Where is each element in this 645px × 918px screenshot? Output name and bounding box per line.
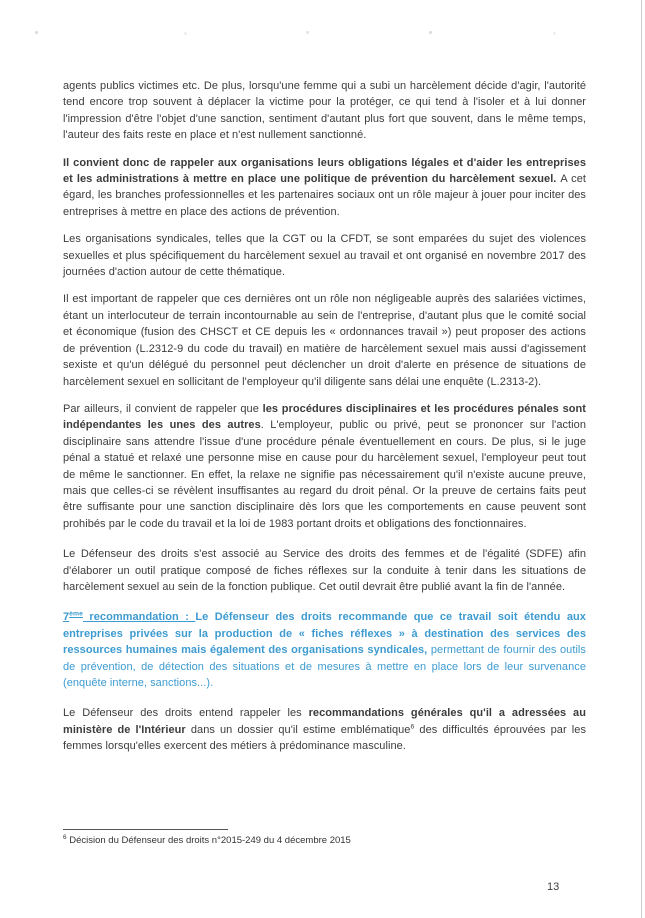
footnote-divider [63, 829, 228, 830]
text-segment: Il est important de rappeler que ces dernières ont un rôle non négligeable auprès des salariées victimes, étant un interlocuteur de terrain incontournable au sein de l'entreprise, d'autant plus que le comité social et économique (fusion des CHSCT et CE depuis les « ordonnances travail ») peut proposer des actions de prévention (L.2312-9 du code du travail) en matière de harcèlement sexuel mais aussi d'agissement sexiste et qu'un délégué du personnel peut déclencher un droit d'alerte en présence de situations de harcèlement sexuel en sollicitant de l'employeur qu'il diligente sans délai une enquête (L.2313-2). [63, 293, 586, 388]
paragraph [63, 546, 586, 595]
text-segment: Le Défenseur des droits entend rappeler les [63, 707, 309, 720]
paragraph [63, 231, 586, 280]
footnote-marker: 6 [63, 833, 67, 841]
text-segment: Le Défenseur des droits s'est associé au Service des droits des femmes et de l'égalité (SDFE) afin d'élaborer un outil pratique composé de fiches réflexes sur la conduite à tenir dans les situations de harcèlement sexuel au sein de la fonction publique. Cet outil devrait être publié avant la fin de l'année. [63, 548, 586, 593]
text-segment: agents publics victimes etc. De plus, lorsqu'une femme qui a subi un harcèlement décide d'agir, l'autorité tend encore trop souvent à déplacer la victime pour la protéger, ce qui tend à l'isoler et à lui donner l'impression d'être l'objet d'une sanction, sentiment d'autant plus fort que souvent, dans le même temps, l'auteur des faits reste en place et n'est nullement sanctionné. [63, 80, 586, 142]
scan-speck [306, 31, 309, 34]
paragraph [63, 401, 586, 532]
text-segment: Les organisations syndicales, telles que la CGT ou la CFDT, se sont emparées du sujet des violences sexuelles et plus spécifiquement du harcèlement sexuel au travail et ont organisé en novembre 2017 des journées d'action autour de cette thématique. [63, 233, 586, 279]
paragraph [63, 705, 586, 754]
text-segment: Le Défenseur des droits recommande que ce travail soit étendu aux entreprises privées sur la production de « fiches réflexes » à destination des services des ressources humaines mais également des organisations syndicales, [63, 611, 586, 657]
footnote-text: Décision du Défenseur des droits n°2015-249 du 4 décembre 2015 [66, 835, 351, 846]
text-segment: . L'employeur, public ou privé, peut se prononcer sur l'action disciplinaire sans attendre l'issue d'une procédure pénale éventuellement en cours. De plus, si le juge pénal a statué et relaxé une personne mise en cause pour du harcèlement sexuel, l'employeur peut tout de même le sanctionner. En effet, la relaxe ne signifie pas nécessairement qu'il n'existe aucune preuve, mais que celles-ci se révèlent insuffisantes au regard du droit pénal. Or la preuve de certains faits peut être suffisante pour une sanction disciplinaire dès lors que les comportements en cause peuvent sont prohibés par le code du travail et la loi de 1983 portant droits et obligations des fonctionnaires. [63, 419, 586, 530]
text-segment: des difficultés éprouvées par les femmes lorsqu'elles exercent des métiers à prédominance masculine. [63, 723, 586, 753]
text-segment: Par ailleurs, il convient de rappeler que [63, 402, 263, 415]
scan-speck [429, 31, 432, 34]
scan-speck [184, 32, 187, 35]
text-segment: 7 [63, 611, 70, 624]
paragraph [63, 609, 586, 691]
document-body [63, 78, 586, 766]
paragraph [63, 291, 586, 389]
text-segment: ème [69, 610, 83, 618]
paragraph [63, 78, 586, 144]
text-segment: permettant de fournir des outils de prévention, de détection des situations et de mesures à mettre en place lors de leur survenance (enquête interne, sanctions...). [63, 644, 586, 689]
text-segment: Il convient donc de rappeler aux organisations leurs obligations légales et d'aider les entreprises et les administrations à mettre en place une politique de prévention du harcèlement sexuel. [63, 156, 586, 186]
scan-speck [553, 32, 556, 35]
text-segment: dans un dossier qu'il estime emblématique [185, 723, 411, 736]
scan-speck [35, 31, 38, 34]
page-number: 13 [547, 881, 560, 893]
scan-edge-line [641, 0, 642, 918]
footnote [63, 834, 586, 847]
text-segment: recommandation : [82, 611, 196, 624]
text-segment: A cet égard, les branches professionnelles et les partenaires sociaux ont un rôle majeur à jouer pour inciter des entreprises à mettre en place des actions de prévention. [63, 173, 586, 218]
footnote-block [63, 829, 586, 847]
text-segment: les procédures disciplinaires et les procédures pénales sont indépendantes les unes des autres [63, 402, 586, 432]
text-segment: 6 [410, 723, 415, 731]
paragraph [63, 155, 586, 221]
text-segment: recommandations générales qu'il a adressées au ministère de l'Intérieur [63, 707, 586, 736]
